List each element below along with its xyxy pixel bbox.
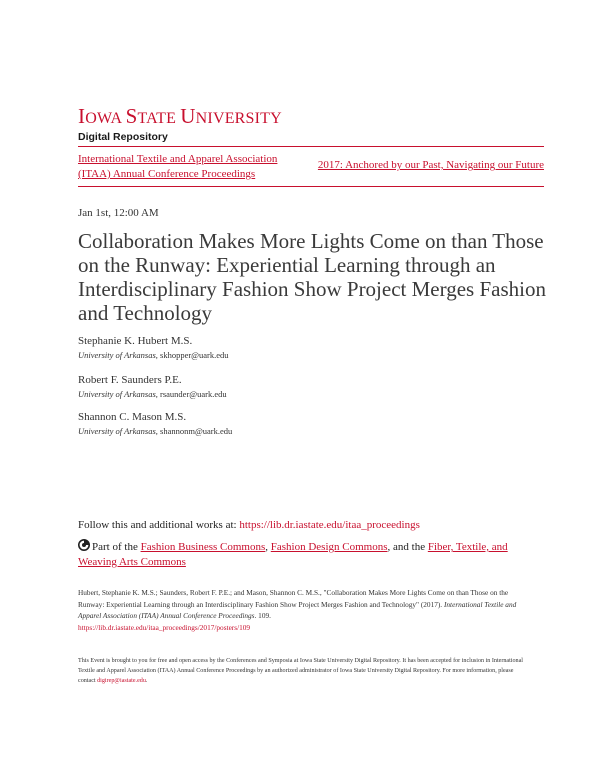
series-link[interactable]: International Textile and Apparel Association (ITAA) Annual Conference Proceedings — [78, 153, 278, 180]
recommended-citation: Hubert, Stephanie K. M.S.; Saunders, Robert F. P.E.; and Mason, Shannon C. M.S., "Collaboration Makes More Lights Come on than Those on the Runway: Experiential Learning through an Interdisciplinary Fashion Show Project Merges Fashion and Technology" (2017). International Textile and Apparel Association (ITAA) Annual Conference Proceedings. 109. https://lib.dr.iastate.edu/itaa_proceedings/2017/posters/109 — [78, 588, 517, 632]
header-divider-bottom — [78, 186, 544, 187]
author-email[interactable]: skhopper@uark.edu — [160, 350, 229, 360]
author-institution: University of Arkansas — [78, 389, 156, 399]
author-affiliation: University of Arkansas, rsaunder@uark.edu — [78, 389, 227, 399]
network-icon — [78, 539, 90, 551]
access-notice: This Event is brought to you for free and open access by the Conferences and Symposia at Iowa State University Digital Repository. It has been accepted for inclusion in International Textile and Apparel Association (ITAA) Annual Conference Proceedings by an authorized administrator of Iowa State University Digital Repository. For more information, please contact digirep@iastate.edu. — [78, 658, 524, 684]
author-email[interactable]: rsaunder@uark.edu — [160, 389, 227, 399]
contact-email-link[interactable]: digirep@iastate.edu — [97, 678, 146, 684]
author-institution: University of Arkansas — [78, 350, 156, 360]
author-email[interactable]: shannonm@uark.edu — [160, 426, 233, 436]
fiber-textile-weaving-commons-link[interactable]: Fiber, Textile, and Weaving Arts Commons — [78, 541, 508, 568]
follow-url-link[interactable]: https://lib.dr.iastate.edu/itaa_proceedings — [239, 519, 420, 531]
header-divider-top — [78, 146, 544, 147]
author-name: Robert F. Saunders P.E. — [78, 374, 182, 386]
part-of-line: Part of the Fashion Business Commons, Fashion Design Commons, and the Fiber, Textile, and Weaving Arts Commons — [78, 541, 508, 568]
citation-url-link[interactable]: https://lib.dr.iastate.edu/itaa_proceedings/2017/posters/109 — [78, 622, 251, 632]
author-name: Shannon C. Mason M.S. — [78, 411, 187, 423]
author-institution: University of Arkansas — [78, 426, 156, 436]
citation-journal: International Textile and Apparel Association (ITAA) Annual Conference Proceedings — [78, 599, 517, 620]
fashion-design-commons-link[interactable]: Fashion Design Commons — [270, 541, 388, 553]
event-date: Jan 1st, 12:00 AM — [78, 207, 159, 219]
paper-title: Collaboration Makes More Lights Come on than Those on the Runway: Experiential Learning through an Interdisciplinary Fashion Show Project Merges Fashion and Technology — [78, 229, 546, 325]
university-logo — [78, 106, 282, 143]
logo-wordmark: IOWA STATE UNIVERSITY — [78, 104, 282, 128]
logo-subtitle: Digital Repository — [78, 131, 168, 143]
author-affiliation: University of Arkansas, shannonm@uark.edu — [78, 426, 233, 436]
author-affiliation: University of Arkansas, skhopper@uark.edu — [78, 350, 229, 360]
author-name: Stephanie K. Hubert M.S. — [78, 335, 193, 347]
follow-line — [78, 519, 420, 531]
follow-text: Follow this and additional works at: — [78, 519, 240, 531]
event-link[interactable]: 2017: Anchored by our Past, Navigating our Future — [317, 159, 544, 171]
fashion-business-commons-link[interactable]: Fashion Business Commons — [140, 541, 266, 553]
